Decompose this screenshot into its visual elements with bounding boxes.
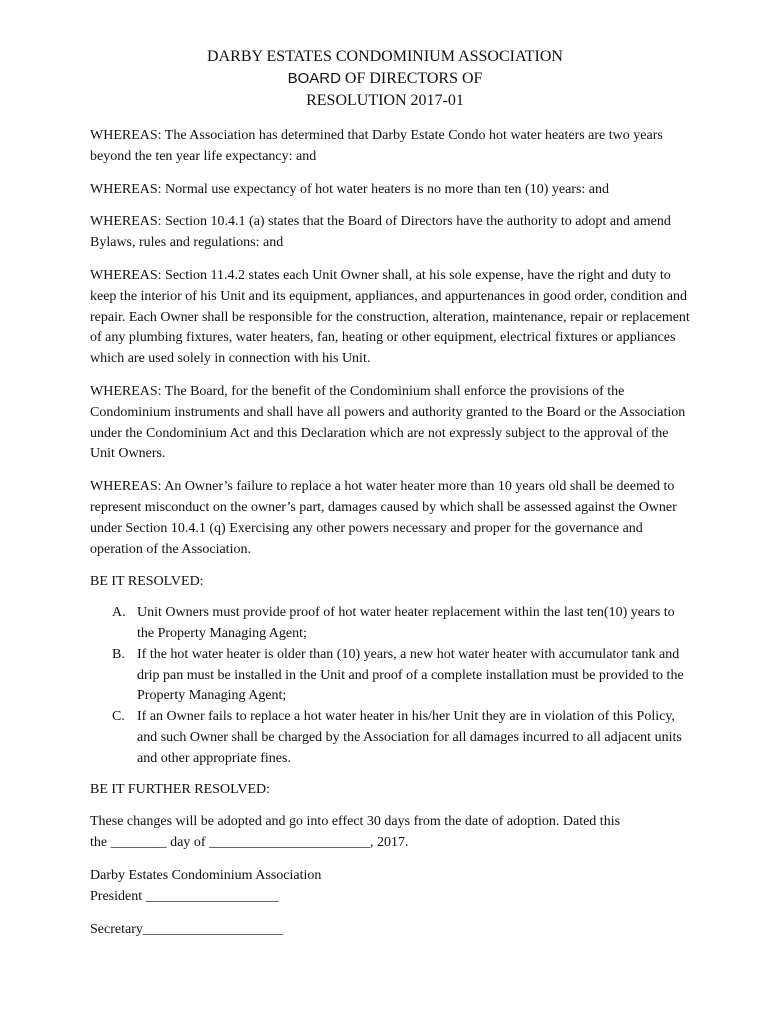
signature-organization: Darby Estates Condominium Association xyxy=(90,867,322,883)
signature-spacer xyxy=(90,908,690,920)
resolution-item-c xyxy=(90,707,690,769)
whereas-paragraph-4: WHEREAS: Section 11.4.2 states each Unit Owner shall, at his sole expense, have the right and duty to keep the interior of his Unit and its equipment, appliances, and appurtenances in good order, condition and repair. Each Owner shall be responsible for the construction, alteration, maintenance, repair or replacement of any plumbing fixtures, water heaters, fan, heating or other equipment, electrical fixtures or appliances which are used solely in connection with his Unit. xyxy=(90,267,690,367)
resolution-item-b xyxy=(90,645,690,707)
document-body xyxy=(90,126,690,940)
resolution-text-b: If the hot water heater is older than (10) years, a new hot water heater with accumulator tank and drip pan must be installed in the Unit and proof of a complete installation must be provided to the Property Managing Agent; xyxy=(137,646,684,704)
whereas-paragraph-3: WHEREAS: Section 10.4.1 (a) states that the Board of Directors have the authority to adopt and amend Bylaws, rules and regulations: and xyxy=(90,214,671,251)
resolution-marker-c: C. xyxy=(112,709,125,725)
resolution-text-a: Unit Owners must provide proof of hot water heater replacement within the last ten(10) years to the Property Managing Agent; xyxy=(137,605,675,641)
resolution-marker-b: B. xyxy=(112,646,125,662)
signature-president: President ___________________ xyxy=(90,888,279,904)
effective-date-line-1: These changes will be adopted and go into effect 30 days from the date of adoption. Dated this xyxy=(90,814,621,830)
effective-date-line-2: the ________ day of _______________________, 2017. xyxy=(90,835,409,851)
resolution-marker-a: A. xyxy=(112,605,126,621)
title-association: DARBY ESTATES CONDOMINIUM ASSOCIATION xyxy=(207,48,563,65)
document-title xyxy=(0,46,770,112)
title-resolution-number: RESOLUTION 2017-01 xyxy=(306,92,464,109)
whereas-paragraph-6: WHEREAS: An Owner’s failure to replace a hot water heater more than 10 years old shall be deemed to represent misconduct on the owner’s part, damages caused by which shall be assessed against the Owner under Section 10.4.1 (q) Exercising any other powers necessary and proper for the governance and operation of the Association. xyxy=(90,479,677,557)
title-board-word: BOARD xyxy=(287,70,341,87)
whereas-paragraph-1: WHEREAS: The Association has determined that Darby Estate Condo hot water heaters are two years beyond the ten year life expectancy: and xyxy=(90,128,663,164)
whereas-paragraph-5: WHEREAS: The Board, for the benefit of the Condominium shall enforce the provisions of the Condominium instruments and shall have all powers and authority granted to the Board or the Association under the Condominium Act and this Declaration which are not expressly subject to the approval of the Unit Owners. xyxy=(90,383,686,462)
title-board-line xyxy=(0,68,770,90)
resolved-heading: BE IT RESOLVED: xyxy=(90,574,204,590)
effective-date-paragraph xyxy=(90,812,690,854)
resolution-text-c: If an Owner fails to replace a hot water heater in his/her Unit they are in violation of this Policy, and such Owner shall be charged by the Association for all damages incurred to all adjacent units and other appropriate fines. xyxy=(137,709,682,766)
title-directors: OF DIRECTORS OF xyxy=(340,70,483,87)
resolution-list xyxy=(90,603,690,769)
further-resolved-heading: BE IT FURTHER RESOLVED: xyxy=(90,781,271,797)
signature-secretary: Secretary____________________ xyxy=(90,921,283,937)
whereas-paragraph-2: WHEREAS: Normal use expectancy of hot water heaters is no more than ten (10) years: and xyxy=(90,181,609,197)
resolution-item-a xyxy=(90,603,690,645)
